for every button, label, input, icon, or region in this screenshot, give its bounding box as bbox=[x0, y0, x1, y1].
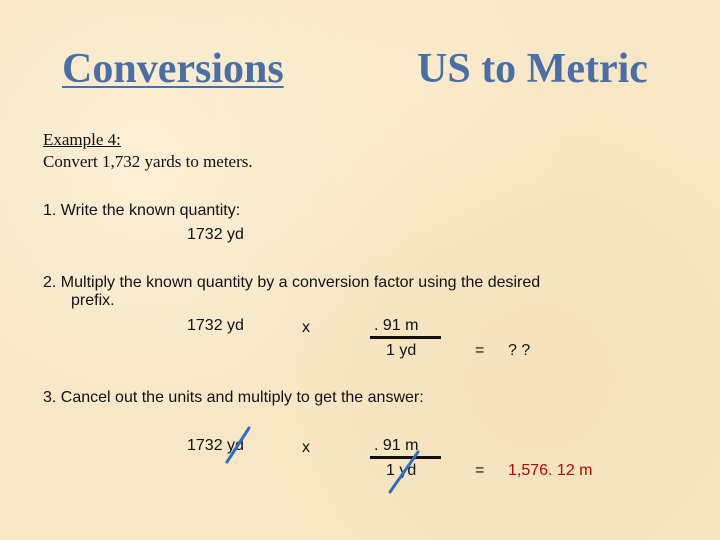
step3-label: 3. Cancel out the units and multiply to get the answer: bbox=[43, 389, 424, 406]
step2-numerator: . 91 m bbox=[374, 317, 419, 334]
step2-label-line1: 2. Multiply the known quantity by a conversion factor using the desired bbox=[43, 274, 541, 291]
step3-numerator: . 91 m bbox=[374, 437, 419, 454]
step2-times-sign: x bbox=[302, 319, 310, 336]
slide-title-conversions: Conversions bbox=[62, 46, 284, 92]
example-heading: Example 4: bbox=[43, 130, 121, 149]
step2-result: ? ? bbox=[508, 342, 531, 359]
step3-denominator: 1 yd bbox=[386, 462, 417, 479]
example-problem: Convert 1,732 yards to meters. bbox=[43, 152, 253, 171]
step2-denominator: 1 yd bbox=[386, 342, 417, 359]
step1-quantity: 1732 yd bbox=[187, 226, 244, 243]
step3-answer: 1,576. 12 m bbox=[508, 462, 593, 479]
step3-equals-sign: = bbox=[475, 462, 485, 479]
step3-times-sign: x bbox=[302, 439, 310, 456]
step2-quantity: 1732 yd bbox=[187, 317, 244, 334]
slide-title-us-to-metric: US to Metric bbox=[417, 46, 648, 92]
step2-label-line2: prefix. bbox=[71, 292, 115, 309]
step1-label: 1. Write the known quantity: bbox=[43, 202, 241, 219]
step2-equals-sign: = bbox=[475, 342, 485, 359]
step3-quantity: 1732 yd bbox=[187, 437, 244, 454]
